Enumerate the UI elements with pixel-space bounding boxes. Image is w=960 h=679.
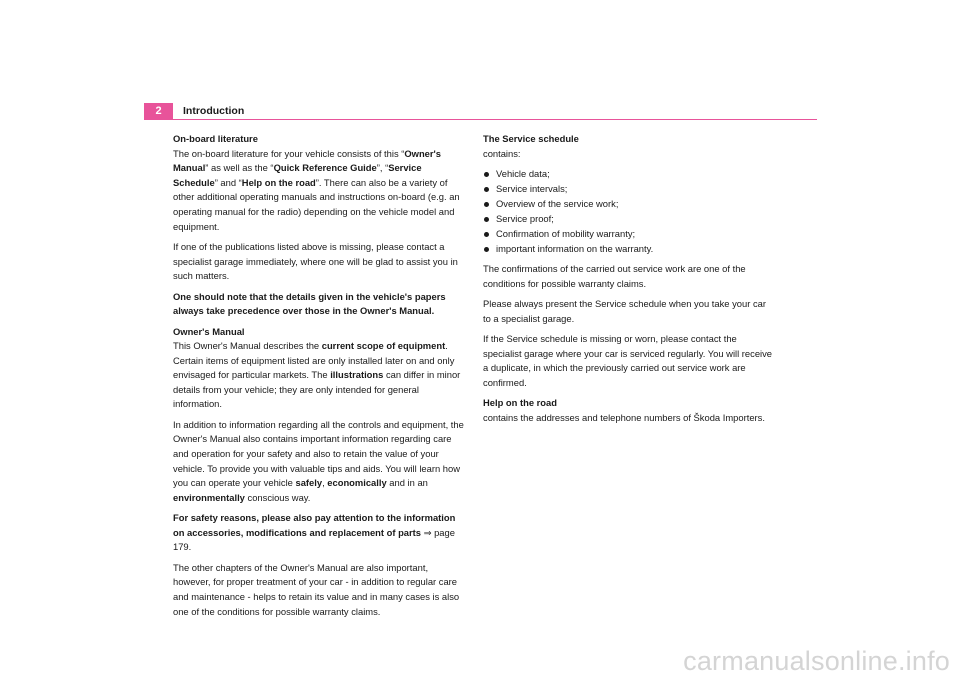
list-item: Vehicle data; bbox=[483, 167, 775, 182]
section-title: Introduction bbox=[183, 105, 245, 117]
missing-schedule-paragraph: If the Service schedule is missing or worn, please contact the specialist garage where your car is serviced regularly. You will receive a duplicate, in which the previously carried out service work are confirmed. bbox=[483, 333, 773, 389]
watermark: carmanualsonline.info bbox=[683, 646, 950, 676]
safety-note: For safety reasons, please also pay attention to the information on accessories, modifications and replacement of parts ⇒ page 179. bbox=[173, 512, 456, 553]
page-reference-arrow-icon: ⇒ bbox=[421, 526, 435, 538]
other-chapters-paragraph: The other chapters of the Owner's Manual are also important, however, for proper treatment of your car - in addition to regular care and maintenance - helps to retain its value and in many cases is also one of the conditions for possible warranty claims. bbox=[173, 561, 460, 617]
missing-publications-paragraph: If one of the publications listed above is missing, please contact a specialist garage immediately, where one will be glad to assist you in such matters. bbox=[173, 240, 458, 282]
controls-info-paragraph: In addition to information regarding all the controls and equipment, the Owner's Manual also contains important information regarding care and operation for your safety and also to retain the value of your vehicle. To provide you with valuable tips and aids. You will learn how you can operate your vehicle safely, economically and in an environmentally conscious way. bbox=[173, 418, 464, 503]
owners-manual-heading: Owner's Manual bbox=[173, 325, 245, 337]
list-item: Overview of the service work; bbox=[483, 197, 775, 212]
bullet-icon bbox=[484, 187, 489, 192]
precedence-note: One should note that the details given in the vehicle's papers always take precedence over those in the Owner's Manual. bbox=[173, 290, 446, 317]
service-schedule-heading: The Service schedule bbox=[483, 133, 579, 144]
owners-manual-paragraph: This Owner's Manual describes the current scope of equipment. Certain items of equipment listed are only installed later on and only envisaged for particular markets. The illustrations can differ in minor details from your vehicle; they are only intended for general information. bbox=[173, 340, 461, 410]
list-item: Service intervals; bbox=[483, 182, 775, 197]
help-on-road-heading: Help on the road bbox=[483, 397, 557, 409]
bullet-icon bbox=[484, 202, 489, 207]
onboard-literature-heading: On-board literature bbox=[173, 133, 258, 144]
page-reference-link[interactable]: page 179. bbox=[173, 526, 455, 553]
list-item: Service proof; bbox=[483, 212, 775, 227]
right-column bbox=[483, 132, 775, 431]
bullet-icon bbox=[484, 232, 489, 237]
help-on-road-paragraph: contains the addresses and telephone numbers of Škoda Importers. bbox=[483, 412, 765, 424]
list-item: Confirmation of mobility warranty; bbox=[483, 227, 775, 242]
service-schedule-list bbox=[483, 167, 775, 257]
page-number: 2 bbox=[144, 103, 173, 120]
bullet-icon bbox=[484, 217, 489, 222]
present-schedule-paragraph: Please always present the Service schedule when you take your car to a specialist garage. bbox=[483, 298, 766, 324]
bullet-icon bbox=[484, 247, 489, 252]
onboard-literature-paragraph: The on-board literature for your vehicle consists of this “Owner's Manual” as well as the “Quick Reference Guide”, “Service Schedule” and “Help on the road”. There can also be a variety of other additional operating manuals and instructions on-board (e.g. an operating manual for the radio) depending on the vehicle model and equipment. bbox=[173, 147, 460, 232]
list-item: important information on the warranty. bbox=[483, 242, 775, 257]
contains-label: contains: bbox=[483, 147, 521, 159]
header-divider bbox=[144, 119, 817, 120]
confirmations-paragraph: The confirmations of the carried out service work are one of the conditions for possible warranty claims. bbox=[483, 263, 746, 289]
bullet-icon bbox=[484, 172, 489, 177]
left-column bbox=[173, 132, 465, 625]
